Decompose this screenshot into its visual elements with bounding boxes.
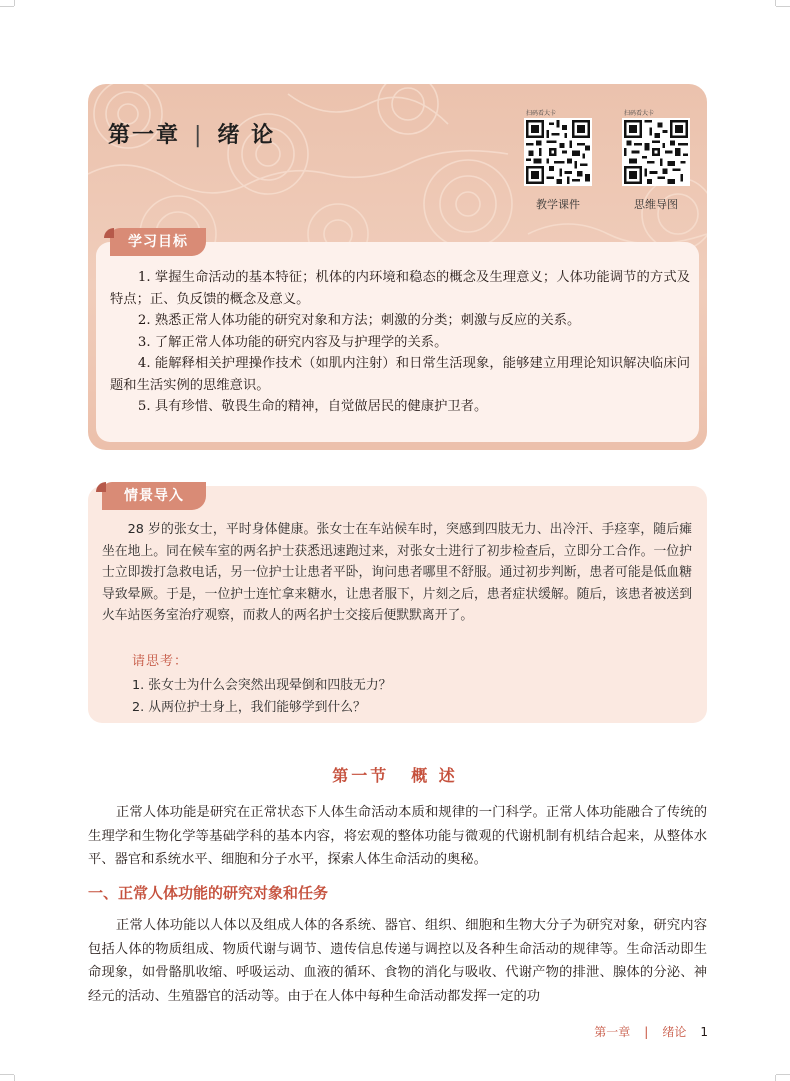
section-number: 第一节 — [332, 766, 390, 785]
crop-mark — [775, 0, 776, 6]
objectives-list — [110, 267, 690, 418]
scenario-intro-box — [88, 486, 707, 723]
crop-mark — [14, 0, 15, 6]
section-intro-paragraph: 正常人体功能是研究在正常状态下人体生命活动本质和规律的一门科学。正常人体功能融合了传统的生理学和生物化学等基础学科的基本内容，将宏观的整体功能与微观的代谢机制有机结合起来，从整体水平、器官和系统水平、细胞和分子水平，探索人体生命活动的奥秘。 — [88, 805, 707, 867]
qr-scan-text: 扫码看大卡 — [624, 110, 655, 117]
footer-section: 绪论 — [662, 1025, 687, 1039]
crop-mark — [14, 1075, 15, 1081]
think-question: 1. 张女士为什么会突然出现晕倒和四肢无力？ — [132, 678, 392, 693]
think-heading: 请思考： — [132, 654, 189, 669]
crop-mark — [776, 1074, 790, 1075]
page-number: 1 — [700, 1025, 708, 1039]
learning-objectives-tab: 学习目标 — [110, 228, 206, 256]
chapter-label: 第一章 — [108, 123, 181, 148]
section-title — [0, 763, 790, 786]
objective-item: 3. 了解正常人体功能的研究内容及与护理学的关系。 — [137, 334, 448, 350]
crop-mark — [775, 1075, 776, 1081]
qr-label-courseware: 教学课件 — [536, 198, 580, 211]
think-question: 2. 从两位护士身上，我们能够学到什么？ — [132, 700, 366, 715]
qr-code-icon — [524, 118, 592, 186]
qr-scan-text: 扫码看大卡 — [526, 110, 557, 117]
crop-mark — [776, 6, 790, 7]
objective-item: 5. 具有珍惜、敬畏生命的精神，自觉做居民的健康护卫者。 — [137, 399, 488, 414]
footer-separator: | — [644, 1025, 649, 1039]
subsection-heading: 一、正常人体功能的研究对象和任务 — [88, 884, 329, 902]
objective-item: 1. 掌握生命活动的基本特征；机体的内环境和稳态的概念及生理意义；人体功能调节的方式及特点；正、负反馈的概念及意义。 — [110, 270, 690, 307]
qr-mind-map[interactable] — [616, 110, 696, 212]
scenario-tab: 情景导入 — [102, 482, 206, 510]
qr-code-icon — [622, 118, 690, 186]
subsection-body-paragraph: 正常人体功能以人体以及组成人体的各系统、器官、组织、细胞和生物大分子为研究对象，研究内容包括人体的物质组成、物质代谢与调节、遗传信息传递与调控以及各种生命活动的规律等。生命活动即生命现象，如骨骼肌收缩、呼吸运动、血液的循环、食物的消化与吸收、代谢产物的排泄、腺体的分泌、神经元的活动、生殖器官的活动等。由于在人体中每种生命活动都发挥一定的功 — [88, 918, 707, 1004]
qr-label-mindmap: 思维导图 — [634, 198, 678, 211]
objective-item: 4. 能解释相关护理操作技术（如肌内注射）和日常生活现象，能够建立用理论知识解决临床问题和生活实例的思维意识。 — [110, 356, 690, 393]
qr-teaching-courseware[interactable] — [518, 110, 598, 212]
learning-objectives-box — [96, 234, 699, 442]
footer-chapter: 第一章 — [594, 1025, 631, 1039]
chapter-title — [108, 118, 275, 149]
title-separator: | — [194, 123, 204, 148]
chapter-name: 绪 论 — [217, 123, 276, 148]
crop-mark — [0, 6, 14, 7]
chapter-header-card — [88, 84, 707, 450]
objective-item: 2. 熟悉正常人体功能的研究对象和方法；刺激的分类；刺激与反应的关系。 — [137, 313, 581, 328]
section-name: 概 述 — [411, 766, 458, 785]
scenario-text: 28 岁的张女士，平时身体健康。张女士在车站候车时，突感到四肢无力、出冷汗、手痉挛，随后瘫坐在地上。同在候车室的两名护士获悉迅速跑过来，对张女士进行了初步检查后，立即分工合作。一位护士立即拨打急救电话，另一位护士让患者平卧，询问患者哪里不舒服。通过初步判断，患者可能是低血糖导致晕厥。于是，一位护士连忙拿来糖水，让患者服下，片刻之后，患者症状缓解。随后，该患者被送到火车站医务室治疗观察，而救人的两名护士交接后便默默离开了。 — [102, 522, 692, 624]
crop-mark — [0, 1074, 14, 1075]
page-footer — [594, 1023, 708, 1040]
